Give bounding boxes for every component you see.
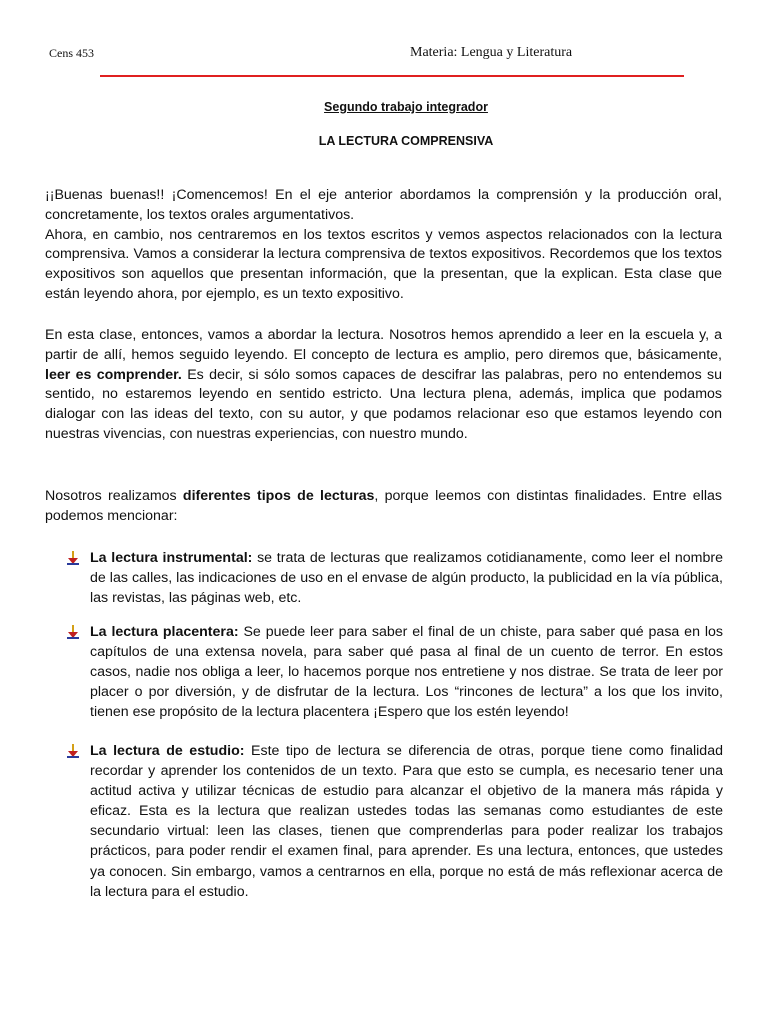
down-arrow-bullet-icon <box>67 625 79 639</box>
down-arrow-bullet-icon <box>67 744 79 758</box>
bullet-term: La lectura de estudio: <box>90 743 245 759</box>
header-subject: Materia: Lengua y Literatura <box>410 45 573 60</box>
document-title: LA LECTURA COMPRENSIVA <box>318 134 494 148</box>
header-school: Cens 453 <box>49 46 94 60</box>
bullet-term: La lectura instrumental: <box>90 550 253 566</box>
reading-concept-paragraph <box>45 326 722 445</box>
list-item-instrumental <box>67 548 723 608</box>
reading-types-intro <box>45 487 722 527</box>
bullet-description: se trata de lecturas que realizamos cotidianamente, como leer el nombre de las calles, las indicaciones de uso en el envase de algún producto, la publicidad en la vía pública, las revistas, las páginas web, etc. <box>90 550 723 607</box>
bullet-description: Se puede leer para saber el final de un chiste, para saber qué pasa en los capítulos de una extensa novela, para saber qué pasa al final de un cuento de terror. En estos casos, nadie nos obliga a leer, lo hacemos porque nos entretiene y nos distrae. Se trata de leer por placer o por diversión, y de disfrutar de la lectura. Los “rincones de lectura” a los que los invito, tienen ese propósito de la lectura placentera ¡Espero que los estén leyendo! <box>90 624 723 721</box>
list-item-placentera <box>67 622 723 722</box>
bullet-description: Este tipo de lectura se diferencia de otras, porque tiene como finalidad recordar y aprender los contenidos de un texto. Para que esto se cumpla, es necesario tener una actitud activa y utilizar técnicas de estudio para alcanzar el objetivo de la manera más rápida y eficaz. Esta es la lectura que realizan ustedes todas las semanas como estudiantes de este secundario virtual: leen las clases, tienen que comprenderlas para poder realizar los trabajos prácticos, para poder rendir el examen final, para aprender. Es una lectura, entonces, que ustedes ya conocen. Sin embargo, vamos a centrarnos en ella, porque no está de más reflexionar acerca de la lectura para el estudio. <box>90 743 723 900</box>
document-subtitle: Segundo trabajo integrador <box>324 100 488 114</box>
types-text-a: Nosotros realizamos <box>45 488 183 504</box>
concept-text-a: En esta clase, entonces, vamos a abordar la lectura. Nosotros hemos aprendido a leer en la escuela y, a partir de allí, hemos seguido leyendo. El concepto de lectura es amplio, pero diremos que, básicamente, <box>45 327 722 363</box>
intro-line-2: Ahora, en cambio, nos centraremos en los textos escritos y vemos aspectos relacionados con la lectura comprensiva. Vamos a considerar la lectura comprensiva de textos expositivos. Recordemos que los textos expositivos son aquellos que presentan información, que la presentan, que la explican. Esta clase que están leyendo ahora, por ejemplo, es un texto expositivo. <box>45 226 722 302</box>
intro-line-1: ¡¡Buenas buenas!! ¡Comencemos! En el eje anterior abordamos la comprensión y la producción oral, concretamente, los textos orales argumentativos. <box>45 187 722 223</box>
header-divider <box>100 75 684 77</box>
concept-emphasis: leer es comprender. <box>45 366 182 383</box>
list-item-estudio <box>67 741 723 902</box>
down-arrow-bullet-icon <box>67 551 79 565</box>
types-emphasis: diferentes tipos de lecturas <box>182 488 375 504</box>
bullet-term: La lectura placentera: <box>90 624 239 640</box>
types-text-b: , porque leemos con distintas finalidades. Entre ellas podemos mencionar: <box>45 488 722 524</box>
concept-text-b: Es decir, si sólo somos capaces de descifrar las palabras, pero no entendemos su sentido, no estaremos leyendo en sentido estricto. Una lectura plena, además, implica que podamos dialogar con las ideas del texto, con su autor, y que podamos relacionar eso que estamos leyendo con nuestras vivencias, con nuestras experiencias, con nuestro mundo. <box>45 366 723 442</box>
intro-paragraph <box>45 186 722 305</box>
